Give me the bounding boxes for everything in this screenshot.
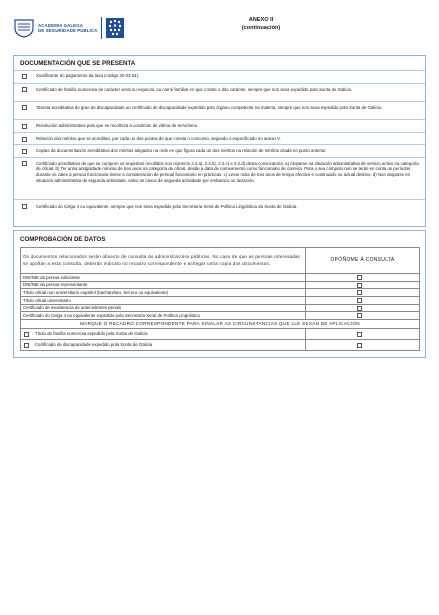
consultation-intro: Os documentos relacionados serán obxecto de consulta ás administracións públicas. No caso de que as persoas interesadas se opoñan a esta consulta, deberán indicalo no recadro correspondente e achegar unha copia dos documentos. xyxy=(21,248,306,274)
document-item xyxy=(14,101,425,119)
circumstance-item xyxy=(21,329,306,340)
opposition-checkbox[interactable] xyxy=(357,283,362,288)
opposition-checkbox[interactable] xyxy=(357,313,362,318)
xunta-de-galicia-emblem-icon xyxy=(105,17,125,39)
table-row xyxy=(21,297,420,305)
document-item-label: Tarxeta acreditativa do grao de discapacidade ou certificado de discapacidade expedido polo órgano competente na materia, sempre que non sexa expedido pola Xunta de Galicia. xyxy=(36,104,383,110)
opposition-header: OPÓÑOME Á CONSULTA xyxy=(306,248,420,274)
circumstance-left-checkbox[interactable] xyxy=(24,332,29,337)
document-checkbox[interactable] xyxy=(22,204,27,209)
document-item-label: Copias da documentación acreditativa dos méritos alegados na orde en que figura cada un dos méritos na relación de méritos citada no punto anterior. xyxy=(36,148,327,153)
document-item xyxy=(14,144,425,157)
academy-name-line2: DE SEGURIDADE PÚBLICA xyxy=(38,28,98,33)
data-verification-title: COMPROBACIÓN DE DATOS xyxy=(20,236,106,243)
document-item xyxy=(14,119,425,132)
opposition-cell xyxy=(306,289,420,297)
opposition-cell xyxy=(306,274,420,282)
table-row xyxy=(21,274,420,282)
logo-separator xyxy=(101,17,102,39)
table-row xyxy=(21,312,420,320)
opposition-cell xyxy=(306,312,420,320)
consultation-item: Título oficial universitario xyxy=(21,297,306,305)
circumstance-cell xyxy=(306,329,420,340)
circumstance-checkbox[interactable] xyxy=(357,332,362,337)
table-row xyxy=(21,304,420,312)
circumstances-header-row xyxy=(21,320,420,329)
page-header xyxy=(13,12,426,48)
table-row xyxy=(21,289,420,297)
academia-galega-crest-icon xyxy=(13,18,35,38)
documentation-section xyxy=(13,55,426,227)
opposition-cell xyxy=(306,297,420,305)
document-checkbox[interactable] xyxy=(22,74,27,79)
opposition-checkbox[interactable] xyxy=(357,298,362,303)
document-item xyxy=(14,83,425,101)
opposition-checkbox[interactable] xyxy=(357,306,362,311)
logo-block xyxy=(13,17,125,39)
document-item-label: Resolución administrativa pola que se recoñeza a condición de vítima de terrorismo. xyxy=(36,123,199,128)
consultation-intro-row xyxy=(21,248,420,274)
document-checkbox[interactable] xyxy=(22,124,27,129)
opposition-cell xyxy=(306,281,420,289)
circumstance-cell xyxy=(306,340,420,351)
document-item-label: Certificado de familia numerosa de carácter xeral ou especial, ou carné familiar en que conste o dito carácter, sempre que non sexa expedido pola Xunta de Galicia. xyxy=(36,86,353,92)
circumstances-header: MARQUE O RECADRO CORRESPONDENTE PARA SINALAR AS CIRCUNSTANCIAS QUE LLE SEXAN DE APLICACIÓN xyxy=(21,320,420,329)
opposition-checkbox[interactable] xyxy=(357,290,362,295)
circumstance-left-checkbox[interactable] xyxy=(24,343,29,348)
consultation-item: Título oficial non universitario español (bacharelato, técnico ou equivalente) xyxy=(21,289,306,297)
data-verification-section xyxy=(13,230,426,358)
document-checkbox[interactable] xyxy=(22,149,27,154)
document-checkbox[interactable] xyxy=(22,161,27,166)
consultation-table xyxy=(20,247,420,351)
annex-heading xyxy=(213,17,309,32)
document-item-label: Certificado acreditativo de que se cumpren os requisitos recollidos nos números 2.2.a), 2.2.b), 2.2.c) e 2.2.d) desta convocatoria: a) Atoparse na situación administrativa de servizo activo na categoría de oficial. b) Ter unha antigüidade mínima de tres anos na categoría de oficial, desde a data de nomeamento como funcionario de carreira. Para o seu cómputo non se terán en conta os períodos durante os cales a persoa funcionaria tivese a consideración de persoal funcionario en prácticas. c) Levar máis de tres anos de tempo efectivo e continuado no actual destino. d) Non atoparse en situación administrativa de segunda actividade, salvo os casos de segunda actividade por embarazo ou lactación. xyxy=(36,160,419,183)
opposition-checkbox[interactable] xyxy=(357,275,362,280)
document-item xyxy=(14,157,425,199)
table-row xyxy=(21,340,420,351)
document-checkbox[interactable] xyxy=(22,137,27,142)
academy-name xyxy=(38,23,97,34)
documentation-title: DOCUMENTACIÓN QUE SE PRESENTA xyxy=(20,60,136,67)
consultation-item: DNI/NIE da persoa representante xyxy=(21,281,306,289)
circumstance-label: Título de familia numerosa expedido pola Xunta de Galicia xyxy=(35,331,148,337)
table-row xyxy=(21,281,420,289)
consultation-item: DNI/NIE da persoa solicitante xyxy=(21,274,306,282)
document-item xyxy=(14,70,425,83)
consultation-item: Certificado do Celga 4 ou equivalente expedido pola Secretaría Xeral de Política Lingüística xyxy=(21,312,306,320)
consultation-item: Certificado de inexistencia de antecedentes penais xyxy=(21,304,306,312)
document-checkbox[interactable] xyxy=(22,105,27,110)
circumstance-item xyxy=(21,340,306,351)
document-item-label: Xustificante do pagamento da taxa (código 30.03.04). xyxy=(36,73,140,78)
document-item xyxy=(14,199,425,213)
document-item xyxy=(14,132,425,144)
academy-name-line1: ACADEMIA GALEGA xyxy=(38,22,83,28)
document-item-label: Relación dos méritos que se acreditan, por cada un dos puntos de que consta o concurso, segundo o especificado no anexo V. xyxy=(36,136,281,141)
circumstance-checkbox[interactable] xyxy=(357,343,362,348)
annex-title: ANEXO II xyxy=(248,17,274,23)
annex-subtitle: (continuación) xyxy=(241,24,281,31)
circumstance-label: Certificado de discapacidade expedido pola Xunta de Galicia xyxy=(35,342,153,348)
table-row xyxy=(21,329,420,340)
opposition-cell xyxy=(306,304,420,312)
document-item-label: Certificado do Celga 4 ou equivalente, sempre que non sexa expedido pola Secretaría Xeral de Política Lingüística da Xunta de Galicia. xyxy=(36,203,298,209)
document-checkbox[interactable] xyxy=(22,87,27,92)
